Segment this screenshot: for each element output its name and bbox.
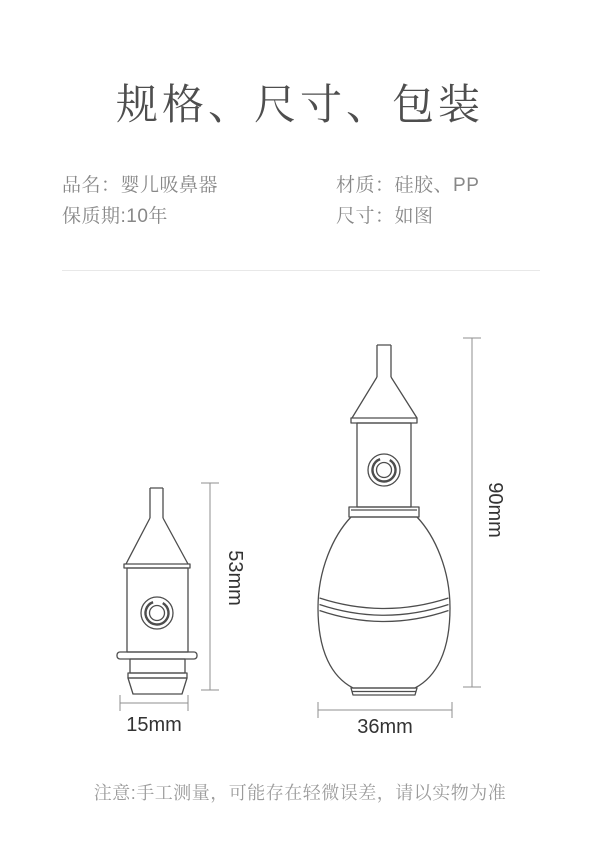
spec-label: 品名： <box>62 175 121 196</box>
large-part-drawing <box>318 345 450 695</box>
large-part-base <box>351 688 417 695</box>
small-part-height-label: 53mm <box>224 550 246 606</box>
small-part-width-label: 15mm <box>126 714 182 736</box>
spec-column-right <box>336 170 479 232</box>
spec-label: 保质期: <box>62 206 127 227</box>
spec-value: 婴儿吸鼻器 <box>120 175 219 196</box>
small-part-body <box>127 568 188 652</box>
large-part-bands <box>320 598 449 622</box>
small-part-neck <box>130 659 185 673</box>
measurement-note: 注意:手工测量，可能存在轻微误差，请以实物为准 <box>93 783 507 803</box>
small-part-flange <box>117 652 197 659</box>
large-part-cone <box>352 377 417 418</box>
spec-value: 硅胶、PP <box>394 175 480 196</box>
spec-shelf-life <box>62 201 218 232</box>
page-title: 规格、尺寸、包装 <box>115 81 484 128</box>
large-part-vent-hole <box>368 454 400 486</box>
small-part-tip-tube <box>150 488 163 518</box>
spec-value: 10年 <box>126 206 168 227</box>
large-part-width-label: 36mm <box>357 716 413 738</box>
spec-label: 尺寸： <box>336 206 395 227</box>
large-part-height-dim <box>463 338 506 687</box>
large-part-tip-tube <box>377 345 391 377</box>
spec-size <box>336 201 479 232</box>
small-part-drawing <box>117 488 197 694</box>
small-part-width-dim <box>120 695 188 736</box>
small-part-cone <box>126 518 188 564</box>
spec-label: 材质： <box>336 175 395 196</box>
small-part-vent-hole <box>141 597 173 629</box>
spec-material <box>336 170 479 201</box>
large-part-height-label: 90mm <box>484 482 506 538</box>
small-part-plug-band <box>128 673 187 678</box>
small-part-height-dim <box>201 483 246 690</box>
small-part-plug <box>128 678 187 694</box>
large-part-collar <box>349 507 419 517</box>
spec-column-left <box>62 170 218 232</box>
spec-value: 如图 <box>394 206 434 227</box>
large-part-width-dim <box>318 702 452 738</box>
dimension-diagram <box>0 320 600 780</box>
large-part-rim <box>351 418 417 423</box>
spec-product-name <box>62 170 218 201</box>
large-part-body <box>357 423 411 507</box>
divider-line <box>62 270 540 271</box>
